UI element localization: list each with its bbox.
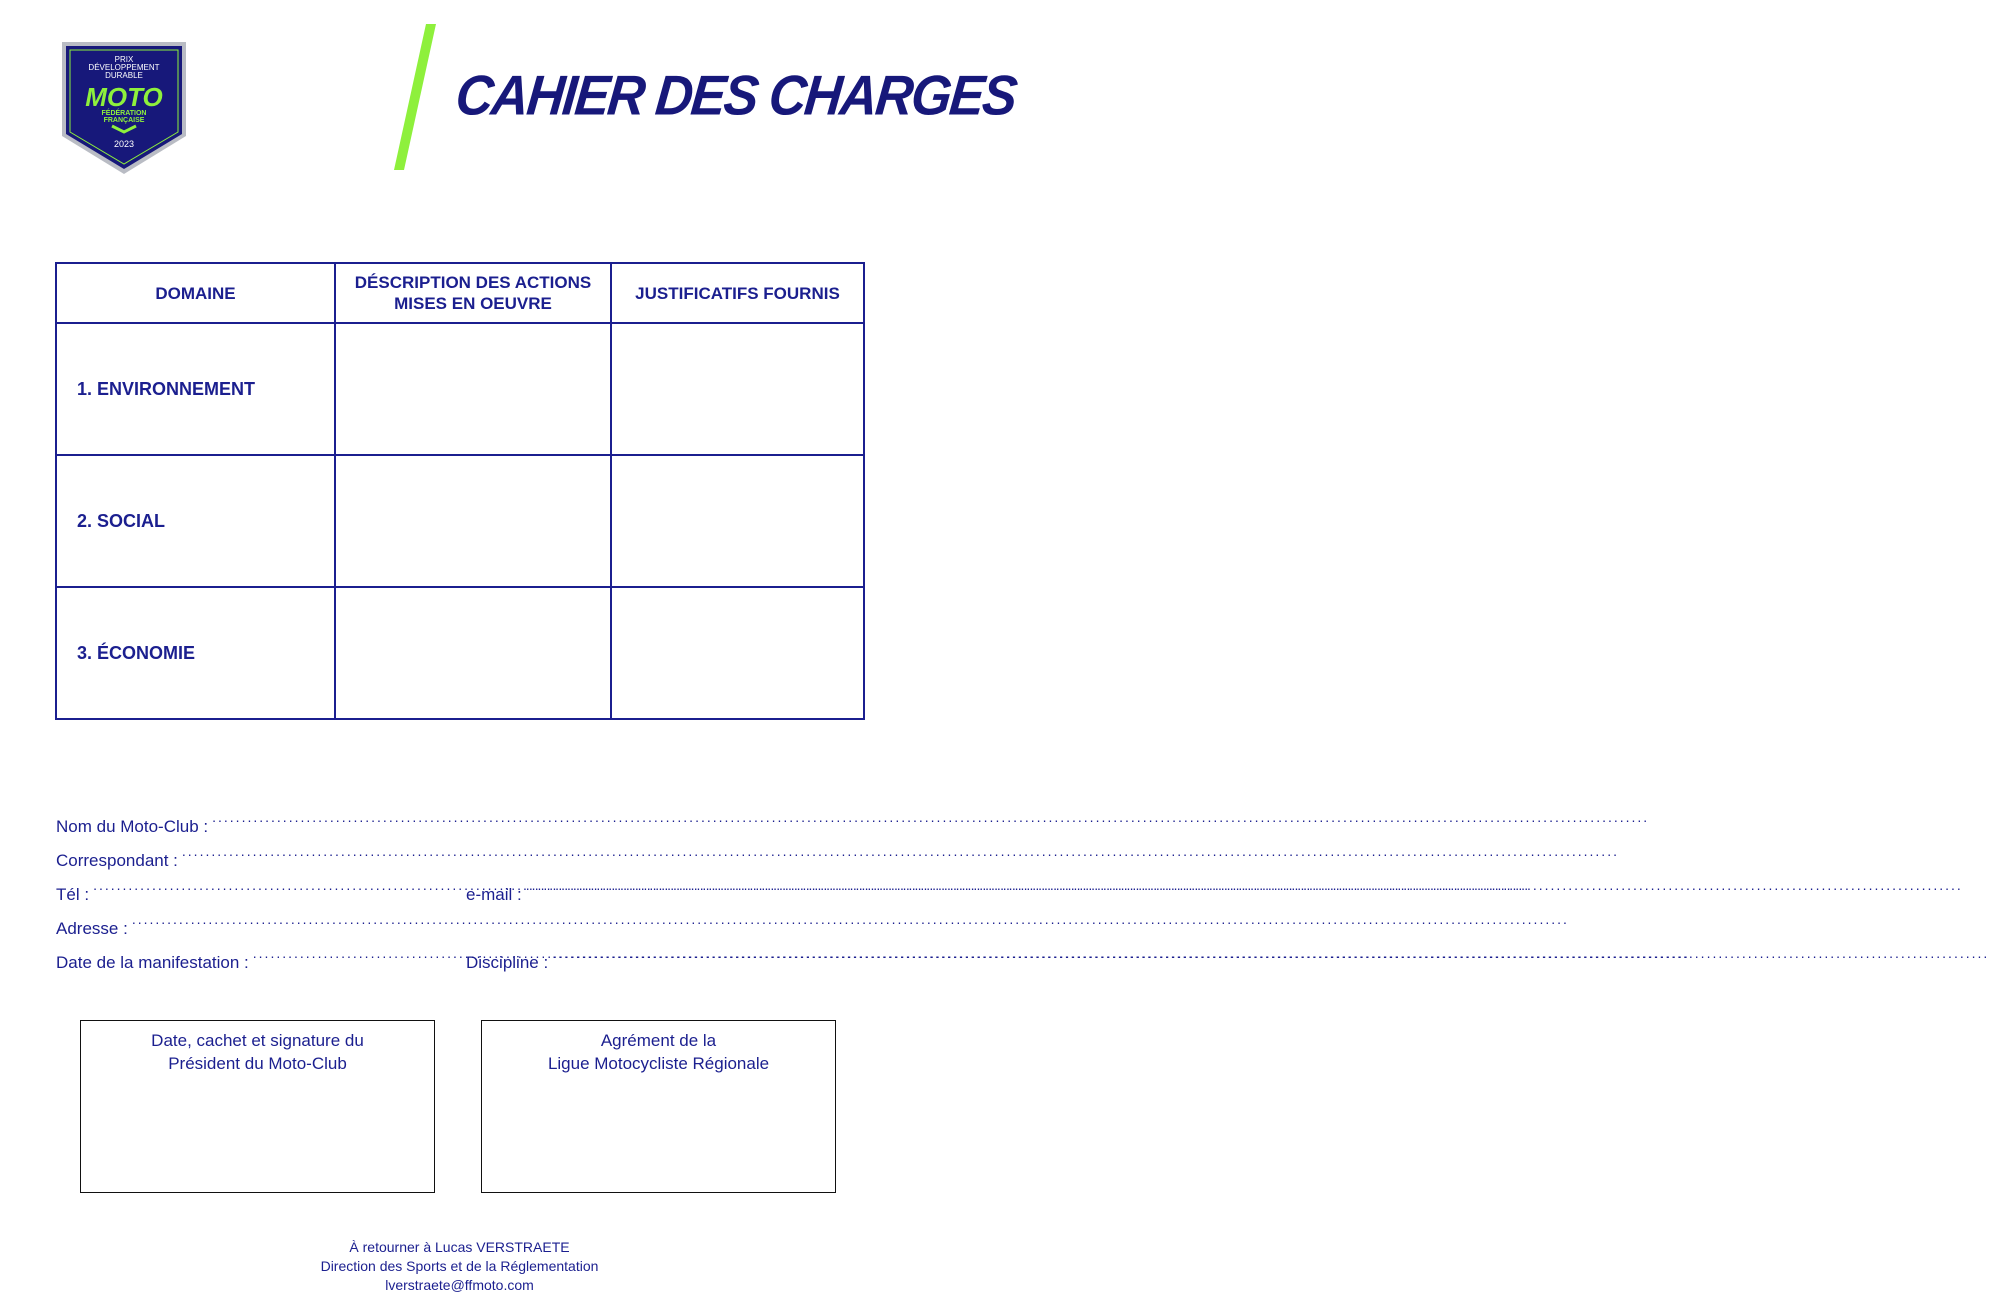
return-address bbox=[0, 1238, 919, 1295]
president-signature-line2: Président du Moto-Club bbox=[168, 1054, 347, 1073]
email-label: e-mail : bbox=[466, 885, 522, 904]
domain-economie: 3. ÉCONOMIE bbox=[56, 587, 335, 719]
ligue-approval-line2: Ligue Motocycliste Régionale bbox=[547, 1054, 770, 1073]
domain-social: 2. SOCIAL bbox=[56, 455, 335, 587]
justificatifs-cell[interactable] bbox=[611, 323, 864, 455]
badge-year: 2023 bbox=[113, 139, 135, 149]
club-name-line bbox=[56, 812, 848, 846]
date-label: Date de la manifestation : bbox=[56, 953, 249, 972]
ligue-approval-line1: Agrément de la bbox=[600, 1031, 717, 1050]
footer-email[interactable]: lverstraete@ffmoto.com bbox=[385, 1277, 534, 1293]
actions-table bbox=[55, 262, 865, 720]
correspondant-line bbox=[56, 846, 848, 880]
ligue-approval-box[interactable] bbox=[481, 1020, 836, 1193]
header-justificatifs: JUSTIFICATIFS FOURNIS bbox=[611, 263, 864, 323]
header-description-line2: MISES EN OEUVRE bbox=[394, 294, 552, 313]
badge-line2: DÉVELOPPEMENT bbox=[88, 63, 160, 72]
discipline-label: Discipline : bbox=[466, 953, 549, 972]
table-row bbox=[56, 587, 864, 719]
accent-slash bbox=[392, 24, 438, 170]
table-header-row bbox=[56, 263, 864, 323]
justificatifs-cell[interactable] bbox=[611, 455, 864, 587]
badge-sub2: FRANÇAISE bbox=[103, 117, 145, 124]
club-name-field[interactable] bbox=[212, 812, 848, 832]
contact-line bbox=[56, 880, 848, 914]
prix-developpement-durable-badge bbox=[60, 40, 188, 176]
president-signature-box[interactable] bbox=[80, 1020, 435, 1193]
badge-brand: MOTO bbox=[85, 82, 163, 112]
correspondant-field[interactable] bbox=[182, 846, 848, 866]
table-row bbox=[56, 323, 864, 455]
badge-sub1: FÉDÉRATION bbox=[101, 110, 147, 117]
adresse-label: Adresse : bbox=[56, 919, 128, 938]
domain-environnement: 1. ENVIRONNEMENT bbox=[56, 323, 335, 455]
adresse-field[interactable] bbox=[132, 914, 848, 934]
description-cell[interactable] bbox=[335, 587, 611, 719]
email-field[interactable] bbox=[526, 880, 848, 900]
footer-line1: À retourner à Lucas VERSTRAETE bbox=[349, 1239, 570, 1255]
description-cell[interactable] bbox=[335, 455, 611, 587]
club-info-form bbox=[56, 812, 848, 982]
badge-line1: PRIX bbox=[114, 55, 134, 64]
page-title: CAHIER DES CHARGES bbox=[452, 64, 1019, 128]
tel-field[interactable] bbox=[93, 880, 466, 900]
event-line bbox=[56, 948, 848, 982]
header-description-line1: DÉSCRIPTION DES ACTIONS bbox=[354, 273, 592, 292]
tel-label: Tél : bbox=[56, 885, 90, 904]
date-field[interactable] bbox=[253, 948, 466, 968]
header-domaine: DOMAINE bbox=[56, 263, 335, 323]
correspondant-label: Correspondant : bbox=[56, 851, 178, 870]
adresse-line bbox=[56, 914, 848, 948]
justificatifs-cell[interactable] bbox=[611, 587, 864, 719]
description-cell[interactable] bbox=[335, 323, 611, 455]
club-name-label: Nom du Moto-Club : bbox=[56, 817, 209, 836]
header-description bbox=[335, 263, 611, 323]
president-signature-line1: Date, cachet et signature du bbox=[151, 1031, 364, 1050]
badge-line3: DURABLE bbox=[105, 71, 143, 80]
table-row bbox=[56, 455, 864, 587]
footer-line2: Direction des Sports et de la Réglementation bbox=[320, 1258, 599, 1274]
discipline-field[interactable] bbox=[552, 948, 848, 968]
